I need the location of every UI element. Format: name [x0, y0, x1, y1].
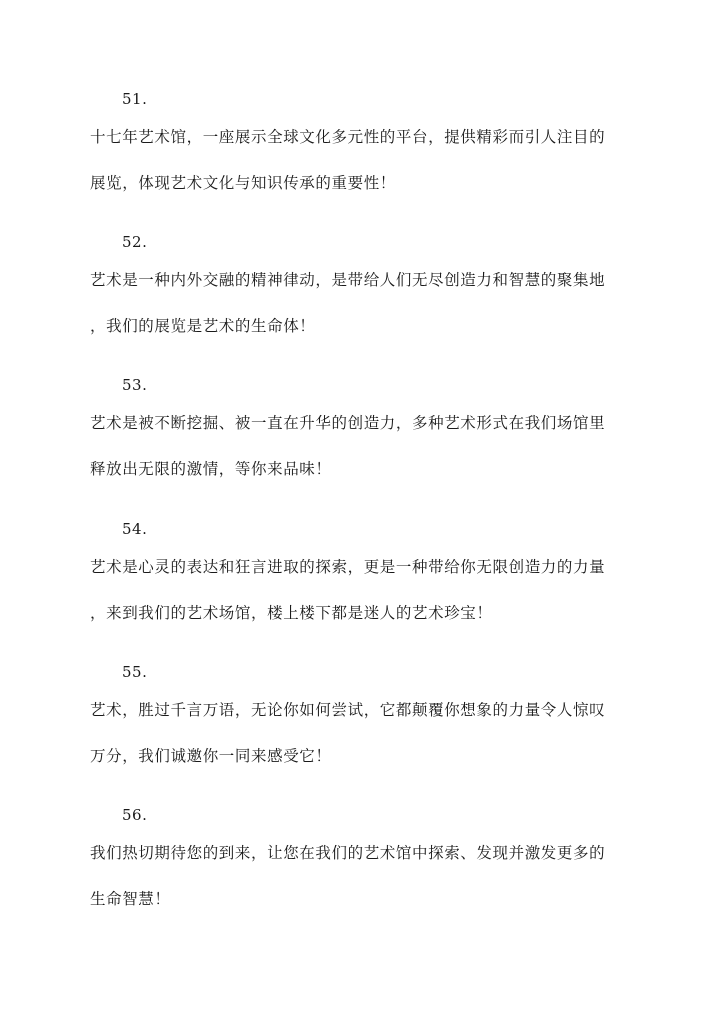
entry-number: 56.	[122, 806, 148, 824]
entry-text-line: 生命智慧！	[90, 890, 171, 908]
entry-number: 52.	[122, 233, 148, 251]
entry-text-line: 我们热切期待您的到来，让您在我们的艺术馆中探索、发现并激发更多的	[90, 844, 606, 862]
entry-text-line: 展览，体现艺术文化与知识传承的重要性！	[90, 174, 396, 192]
entry-text-line: 释放出无限的激情，等你来品味！	[90, 460, 332, 478]
entry-number: 53.	[122, 376, 148, 394]
entry-number: 51.	[122, 90, 148, 108]
entry-text-line: 十七年艺术馆，一座展示全球文化多元性的平台，提供精彩而引人注目的	[90, 128, 606, 146]
entry-number: 55.	[122, 663, 148, 681]
entry-text-line: 艺术是心灵的表达和狂言进取的探索，更是一种带给你无限创造力的力量	[90, 558, 606, 576]
entry-number: 54.	[122, 520, 148, 538]
entry-text-line: ，来到我们的艺术场馆，楼上楼下都是迷人的艺术珍宝！	[90, 604, 493, 622]
entry-text-line: 艺术，胜过千言万语，无论你如何尝试，它都颠覆你想象的力量令人惊叹	[90, 701, 606, 719]
entry-text-line: 万分，我们诚邀你一同来感受它！	[90, 747, 332, 765]
entry-text-line: ，我们的展览是艺术的生命体！	[90, 317, 316, 335]
entry-text-line: 艺术是被不断挖掘、被一直在升华的创造力，多种艺术形式在我们场馆里	[90, 414, 606, 432]
entry-text-line: 艺术是一种内外交融的精神律动，是带给人们无尽创造力和智慧的聚集地	[90, 271, 606, 289]
